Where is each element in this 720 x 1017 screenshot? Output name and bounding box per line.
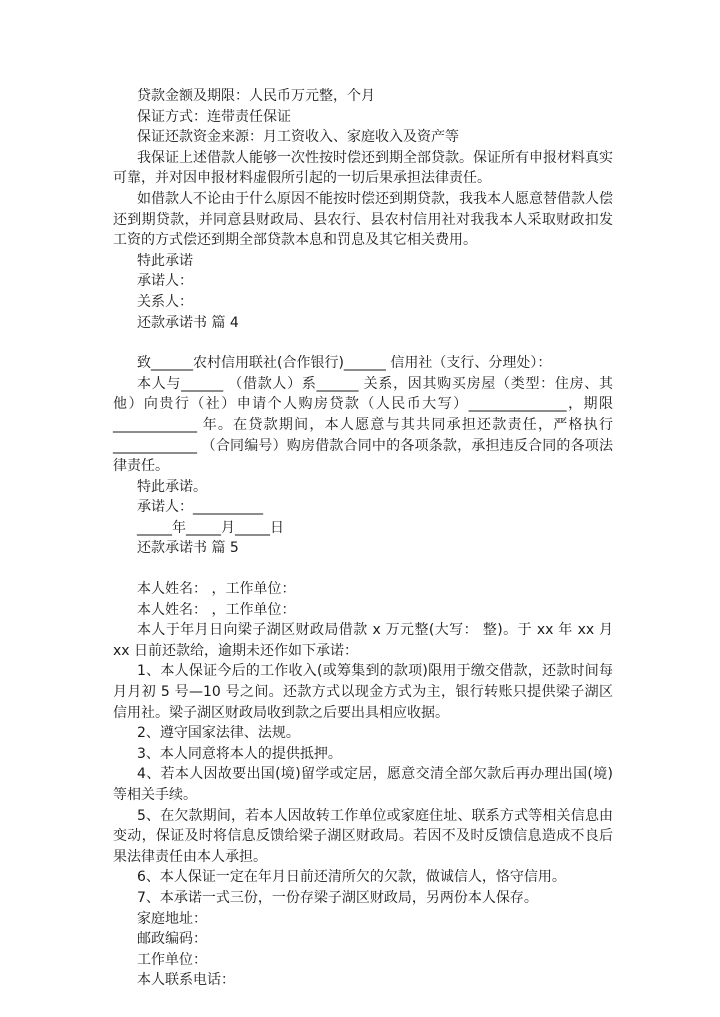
postal-code-label: 邮政编码： [137,931,207,948]
commitment-item: 5、在欠款期间，若本人因故转工作单位或家庭住址、联系方式等相关信息由变动，保证及时将信息反馈给梁子湖区财政局。若因不及时反馈信息造成不良后果法律责任由本人承担。 [113,807,613,865]
promisor-label: 承诺人： [137,273,193,290]
name-line: 本人姓名： ，工作单位： [137,601,296,618]
spacer [113,333,613,353]
commitment-item: 4、若本人因故要出国(境)留学或定居，愿意交清全部欠款后再办理出国(境)等相关手续。 [113,766,613,803]
default-paragraph: 如借款人不论由于什么原因不能按时偿还到期贷款，我我本人愿意替借款人偿还到期贷款，并同意县财政局、县农行、县农村信用社对我我本人采取财政扣发工资的方式偿还到期全部贷款本息和罚息及其它相关费用。 [113,190,613,249]
repayment-source-line: 保证还款资金来源：月工资收入、家庭收入及资产等 [137,129,459,146]
commitment-item: 7、本承诺一式三份，一份存梁子湖区财政局，另两份本人保存。 [137,889,538,906]
name-line: 本人姓名： ，工作单位： [137,581,296,598]
loan-intro-paragraph: 本人于年月日向梁子湖区财政局借款 x 万元整(大写： 整)。于 xx 年 xx 月 xx 日前还款给，逾期未还作如下承诺： [113,622,613,659]
commitment-item: 2、遵守国家法律、法规。 [137,725,300,742]
spacer [113,559,613,579]
closing-statement: 特此承诺。 [137,478,207,495]
section-4-title: 还款承诺书 篇 4 [137,314,239,331]
co-borrower-paragraph: 本人与______ （借款人）系______ 关系，因其购买房屋（类型：住房、其他）向贵行（社）申请个人购房贷款（人民币大写）______________，期限____________ 年。在贷款期间，本人愿意与其共同承担还款责任，严格执行____________ （合同编号）购房借款合同中的各项条款，承担违反合同的各项法律责任。 [113,375,613,475]
promisor-signature-line: 承诺人：__________ [137,499,263,516]
document-body [113,86,613,991]
closing-statement: 特此承诺 [137,252,193,269]
work-unit-label: 工作单位： [137,951,207,968]
loan-amount-line: 贷款金额及期限：人民币万元整，个月 [137,88,375,104]
contact-phone-label: 本人联系电话： [137,972,235,989]
date-line: _____年_____月_____日 [137,519,284,536]
commitment-item: 6、本人保证一定在年月日前还清所欠的欠款，做诚信人，恪守信用。 [137,869,566,886]
home-address-label: 家庭地址： [137,910,207,927]
relation-label: 关系人： [137,293,193,310]
addressee-line: 致______农村信用联社(合作银行)______ 信用社（支行、分理处）： [137,355,552,372]
commitment-item: 3、本人同意将本人的提供抵押。 [137,745,342,762]
guarantee-paragraph: 我保证上述借款人能够一次性按时偿还到期全部贷款。保证所有申报材料真实可靠，并对因申报材料虚假所引起的一切后果承担法律责任。 [113,149,613,187]
guarantee-method-line: 保证方式：连带责任保证 [137,108,291,125]
commitment-item: 1、本人保证今后的工作收入(或筹集到的款项)限用于缴交借款，还款时间每月月初 5 号—10 号之间。还款方式以现金方式为主，银行转账只提供梁子湖区信用社。梁子湖区财政局收到款之后要出具相应收据。 [113,663,613,721]
section-5-title: 还款承诺书 篇 5 [137,540,239,557]
